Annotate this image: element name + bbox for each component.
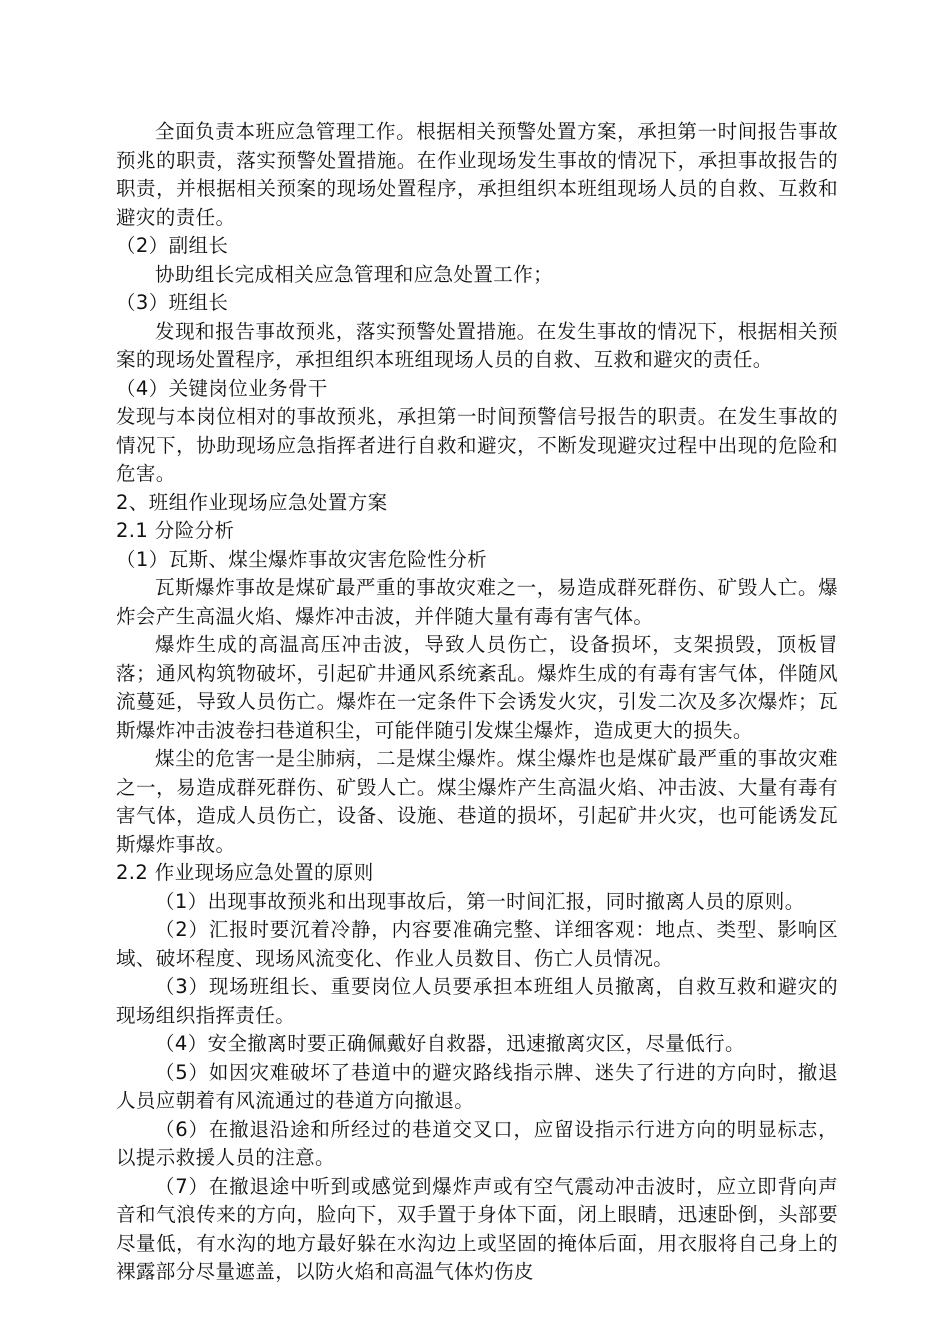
heading-key-staff: （4）关键岗位业务骨干 [116, 376, 328, 400]
paragraph-key-staff-duties: 发现与本岗位相对的事故预兆，承担第一时间预警信号报告的职责。在发生事故的情况下，协助现场应急指挥者进行自救和避灾，不断发现避灾过程中出现的危险和危害。 [116, 405, 838, 485]
heading-group-leader: （3）班组长 [116, 291, 229, 314]
heading-section-2: 2、班组作业现场应急处置方案 [116, 490, 388, 514]
paragraph-explosion-effects: 爆炸生成的高温高压冲击波，导致人员伤亡，设备损坏，支架损毁，顶板冒落；通风构筑物破坏，引起矿井通风系统紊乱。爆炸生成的有毒有害气体，伴随风流蔓延，导致人员伤亡。爆炸在一定条件下会诱发火灾，引发二次及多次爆炸；瓦斯爆炸冲击波卷扫巷道积尘，可能伴随引发煤尘爆炸，造成更大的损失。 [116, 633, 838, 742]
principle-4: （4）安全撤离时要正确佩戴好自救器，迅速撤离灾区，尽量低行。 [155, 1032, 745, 1055]
paragraph-deputy-leader-duties: 协助组长完成相关应急管理和应急处置工作； [155, 262, 554, 286]
paragraph-gas-explosion: 瓦斯爆炸事故是煤矿最严重的事故灾难之一，易造成群死群伤、矿毁人亡。爆炸会产生高温火焰、爆炸冲击波，并伴随大量有毒有害气体。 [116, 576, 838, 628]
heading-section-2-1: 2.1 分险分析 [116, 519, 235, 542]
heading-section-2-2: 2.2 作业现场应急处置的原则 [116, 861, 374, 884]
principle-6: （6）在撤退沿途和所经过的巷道交叉口，应留设指示行进方向的明显标志，以提示救援人员的注意。 [116, 1117, 838, 1169]
paragraph-group-leader-duties: 发现和报告事故预兆，落实预警处置措施。在发生事故的情况下，根据相关预案的现场处置程序，承担组织本班组现场人员的自救、互救和避灾的责任。 [116, 319, 838, 371]
principle-7: （7）在撤退途中听到或感觉到爆炸声或有空气震动冲击波时，应立即背向声音和气浪传来的方向，脸向下，双手置于身体下面，闭上眼睛，迅速卧倒，头部要尽量低，有水沟的地方最好躲在水沟边上或坚固的掩体后面，用衣服将自己身上的裸露部分尽量遮盖，以防火焰和高温气体灼伤皮 [116, 1174, 838, 1283]
heading-explosion-risk: （1）瓦斯、煤尘爆炸事故灾害危险性分析 [116, 547, 488, 571]
principle-2: （2）汇报时要沉着冷静，内容要准确完整、详细客观：地点、类型、影响区域、破坏程度、现场风流变化、作业人员数目、伤亡人员情况。 [116, 918, 838, 970]
paragraph-coal-dust: 煤尘的危害一是尘肺病，二是煤尘爆炸。煤尘爆炸也是煤矿最严重的事故灾难之一，易造成群死群伤、矿毁人亡。煤尘爆炸产生高温火焰、冲击波、大量有毒有害气体，造成人员伤亡，设备、设施、巷道的损坏，引起矿井火灾，也可能诱发瓦斯爆炸事故。 [116, 747, 838, 856]
principle-5: （5）如因灾难破坏了巷道中的避灾路线指示牌、迷失了行进的方向时，撤退人员应朝着有风流通过的巷道方向撤退。 [116, 1060, 838, 1112]
document-page [116, 118, 838, 1287]
principle-3: （3）现场班组长、重要岗位人员要承担本班组人员撤离，自救互救和避灾的现场组织指挥责任。 [116, 975, 838, 1027]
heading-deputy-leader: （2）副组长 [116, 234, 229, 257]
paragraph-team-leader-duties: 全面负责本班应急管理工作。根据相关预警处置方案，承担第一时间报告事故预兆的职责，落实预警处置措施。在作业现场发生事故的情况下，承担事故报告的职责，并根据相关预案的现场处置程序，承担组织本班组现场人员的自救、互救和避灾的责任。 [116, 120, 838, 229]
principle-1: （1）出现事故预兆和出现事故后，第一时间汇报，同时撤离人员的原则。 [155, 889, 805, 913]
